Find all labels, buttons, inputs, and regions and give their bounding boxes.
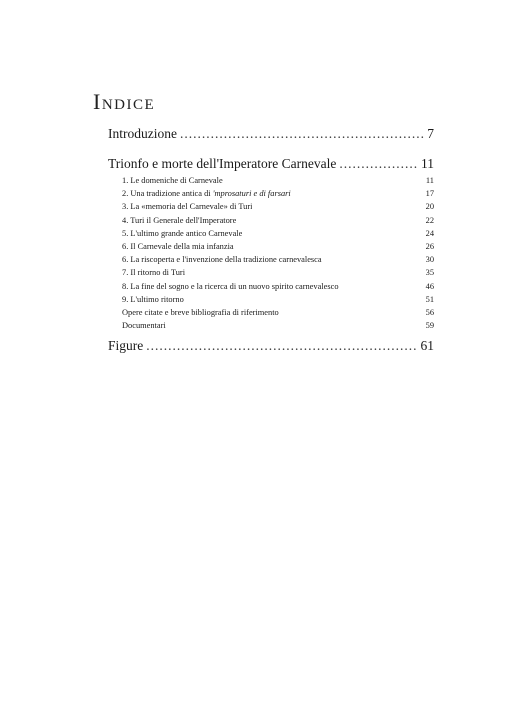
toc-label: Introduzione	[108, 126, 177, 141]
toc-subentry[interactable]	[108, 240, 434, 253]
toc-page-number: 24	[425, 228, 434, 238]
toc-page-number: 51	[425, 294, 434, 304]
toc-row	[108, 338, 434, 354]
page-title: Indice	[93, 89, 156, 114]
leader-dots	[339, 156, 418, 172]
toc-page-number: 59	[425, 321, 434, 331]
toc-subentry[interactable]	[108, 306, 434, 319]
toc-label: 8. La fine del sogno e la ricerca di un nuovo spirito carnevalesco	[122, 281, 339, 291]
toc-page-number: 35	[425, 268, 434, 278]
toc-page-number: 22	[425, 215, 434, 225]
toc-subentry[interactable]	[108, 319, 434, 332]
toc-row	[108, 126, 434, 142]
toc-page-number: 11	[421, 156, 434, 171]
toc-page-number: 26	[425, 242, 434, 252]
leader-dots	[146, 338, 417, 354]
toc-page-number: 56	[425, 308, 434, 318]
toc-subentry[interactable]	[108, 280, 434, 293]
toc-subentry[interactable]	[108, 227, 434, 240]
toc-label-italic: 'mprosaturi e di farsari	[212, 189, 291, 199]
toc-subentry[interactable]	[108, 266, 434, 279]
toc-label: Opere citate e breve bibliografia di riferimento	[122, 308, 279, 318]
toc-page-number: 7	[427, 126, 434, 141]
toc-label	[122, 187, 291, 200]
toc-entry-trionfo[interactable]	[108, 156, 434, 172]
toc-subentry[interactable]	[108, 174, 434, 187]
toc-label: Trionfo e morte dell'Imperatore Carnevale	[108, 156, 337, 171]
leader-dots	[180, 126, 424, 142]
toc-page-number: 11	[425, 176, 434, 185]
toc-subentry[interactable]	[108, 187, 434, 200]
toc-row	[108, 156, 434, 172]
toc-subentry[interactable]	[108, 200, 434, 213]
toc-subentry[interactable]	[108, 253, 434, 266]
toc-label: Documentari	[122, 321, 166, 331]
toc-entry-figure[interactable]	[108, 338, 434, 354]
toc-label: 5. L'ultimo grande antico Carnevale	[122, 228, 243, 238]
toc-label: 4. Turi il Generale dell'Imperatore	[122, 215, 237, 225]
toc-page-number: 61	[420, 338, 434, 353]
toc-entry-introduzione[interactable]	[108, 126, 434, 142]
chapter-list	[108, 174, 434, 332]
toc-label-text: 2. Una tradizione antica di	[122, 189, 213, 199]
toc-subentry[interactable]	[108, 214, 434, 227]
toc-label: 6. Il Carnevale della mia infanzia	[122, 242, 234, 252]
toc-label: 1. Le domeniche di Carnevale	[122, 176, 223, 185]
toc-subentry[interactable]	[108, 293, 434, 306]
toc-page-number: 20	[425, 202, 434, 212]
toc-label: 7. Il ritorno di Turi	[122, 268, 186, 278]
toc-page-number: 30	[425, 255, 434, 265]
toc-page-number: 46	[425, 281, 434, 291]
toc-label: 3. La «memoria del Carnevale» di Turi	[122, 202, 253, 212]
toc-label: 9. L'ultimo ritorno	[122, 294, 184, 304]
toc-label: Figure	[108, 338, 144, 353]
toc-label: 6. La riscoperta e l'invenzione della tradizione carnevalesca	[122, 255, 322, 265]
toc-page-number: 17	[425, 189, 434, 199]
